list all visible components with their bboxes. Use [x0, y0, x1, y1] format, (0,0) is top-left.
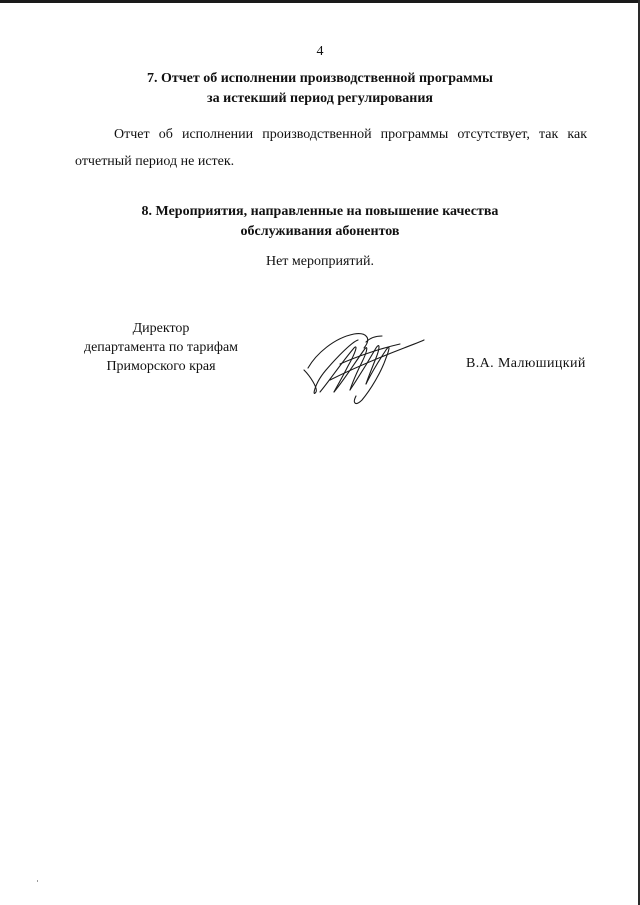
section-8-body: Нет мероприятий.	[265, 254, 375, 269]
signatory-position-line-3: Приморского края	[106, 359, 216, 374]
section-8-heading	[0, 202, 640, 242]
section-8-heading-line-2: обслуживания абонентов	[240, 224, 400, 239]
scan-edge-top	[0, 0, 640, 3]
section-8-heading-line-1: 8. Мероприятия, направленные на повышение качества	[141, 204, 499, 219]
handwritten-signature-icon	[296, 318, 431, 410]
signatory-position	[56, 319, 266, 376]
signatory-position-line-2: департамента по тарифам	[83, 340, 239, 355]
section-7-heading	[0, 69, 640, 109]
section-7-body: Отчет об исполнении производственной программы отсутствует, так как отчетный период не истек.	[75, 127, 587, 169]
signatory-position-line-1: Директор	[132, 321, 190, 336]
page-number: 4	[316, 44, 324, 59]
scan-speck	[37, 880, 38, 882]
section-7-heading-line-1: 7. Отчет об исполнении производственной программы	[146, 71, 493, 86]
section-7-heading-line-2: за истекший период регулирования	[207, 91, 433, 106]
signer-name: В.А. Малюшицкий	[466, 356, 586, 371]
